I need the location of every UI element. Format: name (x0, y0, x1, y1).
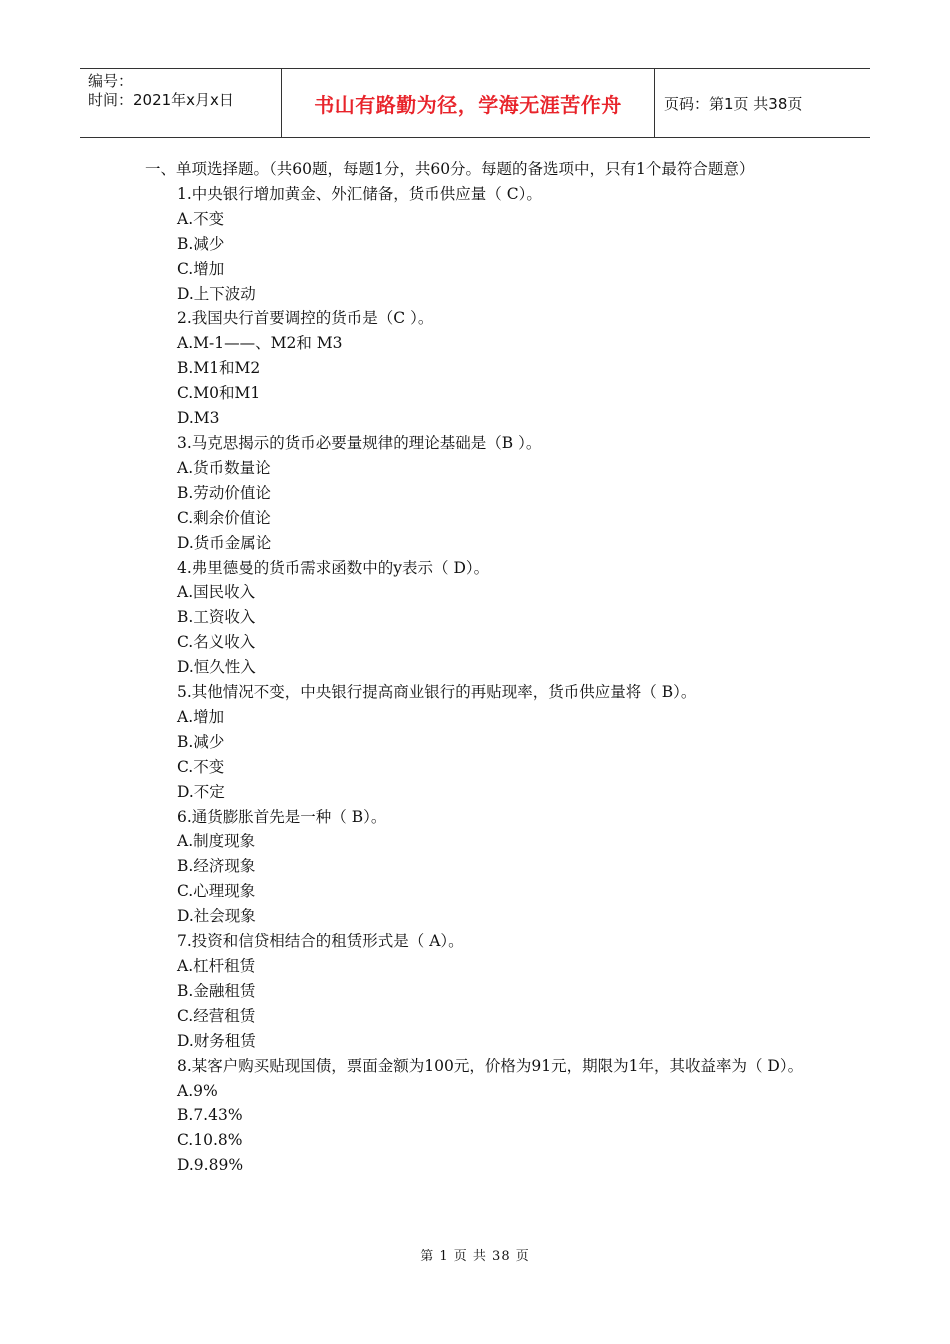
question-stem: 1.中央银行增加黄金、外汇储备，货币供应量（ C）。 (177, 184, 542, 203)
answer-option: B.金融租赁 (177, 981, 256, 1000)
page-footer: 第 1 页 共 38 页 (420, 1249, 530, 1264)
answer-option: A.杠杆租赁 (177, 957, 256, 975)
question-stem: 4.弗里德曼的货币需求函数中的y表示（ D）。 (177, 558, 490, 577)
answer-option: C.增加 (177, 259, 225, 278)
question-list (145, 157, 815, 1178)
question-stem: 5.其他情况不变，中央银行提高商业银行的再贴现率，货币供应量将（ B）。 (177, 683, 697, 702)
question-stem: 6.通货膨胀首先是一种（ B）。 (177, 807, 387, 826)
question-stem: 8.某客户购买贴现国债，票面金额为100元，价格为91元，期限为1年，其收益率为（ D）。 (177, 1056, 804, 1075)
header-page-info: 页码：第1页 共38页 (664, 94, 803, 113)
answer-option: D.社会现象 (177, 907, 256, 926)
question-block (145, 431, 815, 556)
answer-option: D.9.89% (177, 1156, 244, 1175)
answer-option: D.货币金属论 (177, 533, 272, 552)
answer-option: A.9% (177, 1081, 218, 1100)
answer-option: B.减少 (177, 234, 225, 253)
section-title: 一、单项选择题。（共60题，每题1分，共60分。每题的备选项中，只有1个最符合题意） (145, 160, 755, 178)
answer-option: B.7.43% (177, 1106, 243, 1125)
answer-option: C.10.8% (177, 1131, 243, 1150)
answer-option: C.M0和M1 (177, 384, 261, 403)
answer-option: C.剩余价值论 (177, 508, 271, 527)
question-block (145, 306, 815, 431)
answer-option: C.名义收入 (177, 633, 256, 652)
question-stem: 3.马克思揭示的货币必要量规律的理论基础是（B ）。 (177, 433, 542, 452)
answer-option: B.经济现象 (177, 857, 256, 876)
answer-option: A.货币数量论 (177, 458, 271, 477)
answer-option: D.恒久性入 (177, 658, 256, 677)
answer-option: B.工资收入 (177, 608, 256, 627)
question-block (145, 556, 815, 681)
question-block (145, 929, 815, 1054)
answer-option: D.不定 (177, 782, 225, 801)
question-block (145, 1054, 815, 1179)
question-block (145, 680, 815, 805)
document-header (80, 68, 870, 138)
answer-option: C.经营租赁 (177, 1006, 256, 1025)
answer-option: A.不变 (177, 209, 225, 228)
header-meta (88, 72, 234, 110)
header-divider (654, 69, 655, 137)
header-motto: 书山有路勤为径，学海无涯苦作舟 (314, 92, 622, 117)
answer-option: C.心理现象 (177, 882, 256, 901)
answer-option: B.M1和M2 (177, 359, 261, 378)
answer-option: A.国民收入 (177, 583, 256, 602)
answer-option: C.不变 (177, 757, 225, 776)
question-stem: 2.我国央行首要调控的货币是（C ）。 (177, 309, 434, 328)
time-label: 时间：2021年x月x日 (88, 91, 234, 109)
number-label: 编号： (88, 72, 134, 90)
answer-option: B.劳动价值论 (177, 483, 271, 502)
answer-option: A.M-1——、M2和 M3 (177, 334, 343, 353)
answer-option: B.减少 (177, 732, 225, 751)
questions-container (145, 182, 815, 1178)
question-stem: 7.投资和信贷相结合的租赁形式是（ A）。 (177, 932, 464, 951)
answer-option: D.财务租赁 (177, 1031, 256, 1050)
question-block (145, 182, 815, 307)
answer-option: D.M3 (177, 409, 220, 428)
question-block (145, 805, 815, 930)
answer-option: A.增加 (177, 707, 225, 726)
answer-option: A.制度现象 (177, 832, 256, 851)
answer-option: D.上下波动 (177, 284, 256, 303)
